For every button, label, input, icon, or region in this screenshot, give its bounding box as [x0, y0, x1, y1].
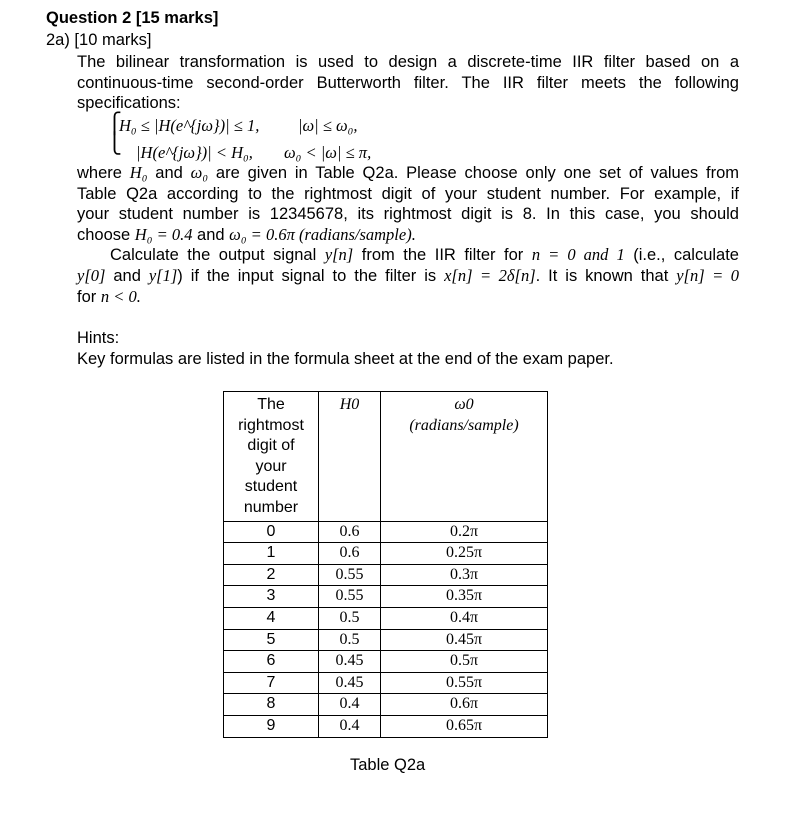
header-h0: H0 [319, 392, 381, 522]
table-row [224, 651, 548, 673]
spec-row-2-inequality: |H(e^{jω})| < H₀, [136, 143, 253, 162]
cell-h0: 0.45 [319, 672, 381, 694]
cell-digit: 0 [224, 521, 319, 543]
cell-h0: 0.6 [319, 521, 381, 543]
calc-line-2: y[0] and y[1]) if the input signal to the filter is x[n] = 2δ[n]. It is known that y[n] = 0 [77, 265, 739, 285]
cell-digit: 4 [224, 607, 319, 629]
cell-w0: 0.6π [381, 694, 548, 716]
intro-line-2: continuous-time second-order Butterworth filter. The IIR filter meets the following [77, 73, 739, 92]
body-paragraph [77, 163, 739, 307]
cell-digit: 7 [224, 672, 319, 694]
body-line-3: your student number is 12345678, its rightmost digit is 8. In this case, you should [77, 205, 739, 224]
cell-h0: 0.5 [319, 629, 381, 651]
table-row [224, 607, 548, 629]
body-line-2: Table Q2a according to the rightmost digit of your student number. For example, if [77, 184, 739, 203]
hints-text: Key formulas are listed in the formula sheet at the end of the exam paper. [77, 350, 614, 368]
body-line-1: where H₀ and ω₀ are given in Table Q2a. Please choose only one set of values from [77, 163, 739, 182]
calc-line-1: Calculate the output signal y[n] from the IIR filter for n = 0 and 1 (i.e., calculate [110, 245, 739, 265]
cell-digit: 3 [224, 586, 319, 608]
table-header-row [224, 392, 548, 522]
cell-h0: 0.4 [319, 715, 381, 737]
cell-digit: 6 [224, 651, 319, 673]
cell-h0: 0.6 [319, 543, 381, 565]
table-row [224, 629, 548, 651]
intro-line-1: The bilinear transformation is used to design a discrete-time IIR filter based on a [77, 53, 739, 71]
question-title: Question 2 [15 marks] [46, 9, 219, 27]
values-table [223, 391, 548, 738]
cell-digit: 1 [224, 543, 319, 565]
header-w0: ω0 (radians/sample) [381, 392, 548, 522]
cell-digit: 5 [224, 629, 319, 651]
cell-digit: 8 [224, 694, 319, 716]
spec-row-1-condition: |ω| ≤ ω₀, [298, 116, 358, 135]
cell-w0: 0.5π [381, 651, 548, 673]
body-line-4: choose H₀ = 0.4 and ω₀ = 0.6π (radians/sample). [77, 224, 416, 244]
cell-w0: 0.3π [381, 564, 548, 586]
cell-digit: 9 [224, 715, 319, 737]
cell-w0: 0.4π [381, 607, 548, 629]
hints-title: Hints: [77, 329, 120, 347]
cell-w0: 0.55π [381, 672, 548, 694]
cell-w0: 0.25π [381, 543, 548, 565]
table-row [224, 694, 548, 716]
table-row [224, 564, 548, 586]
cell-h0: 0.45 [319, 651, 381, 673]
cell-w0: 0.2π [381, 521, 548, 543]
cell-w0: 0.35π [381, 586, 548, 608]
table-row [224, 543, 548, 565]
table-row [224, 586, 548, 608]
intro-paragraph [77, 52, 739, 114]
cell-w0: 0.65π [381, 715, 548, 737]
table-caption: Table Q2a [350, 756, 426, 774]
table-row [224, 715, 548, 737]
cell-h0: 0.5 [319, 607, 381, 629]
table-row [224, 521, 548, 543]
brace-top-icon: ⎧ [107, 113, 122, 135]
calc-line-3: for n < 0. [77, 286, 141, 306]
cell-h0: 0.55 [319, 586, 381, 608]
cell-h0: 0.4 [319, 694, 381, 716]
brace-bottom-icon: ⎩ [107, 133, 122, 155]
intro-line-3: specifications: [77, 94, 181, 113]
header-digit: The rightmost digit of your student number [224, 392, 319, 522]
cell-h0: 0.55 [319, 564, 381, 586]
table-row [224, 672, 548, 694]
question-part-label: 2a) [10 marks] [46, 31, 152, 49]
cell-w0: 0.45π [381, 629, 548, 651]
spec-row-1-inequality: H₀ ≤ |H(e^{jω})| ≤ 1, [119, 116, 260, 135]
spec-row-2-condition: ω₀ < |ω| ≤ π, [284, 143, 372, 162]
cell-digit: 2 [224, 564, 319, 586]
